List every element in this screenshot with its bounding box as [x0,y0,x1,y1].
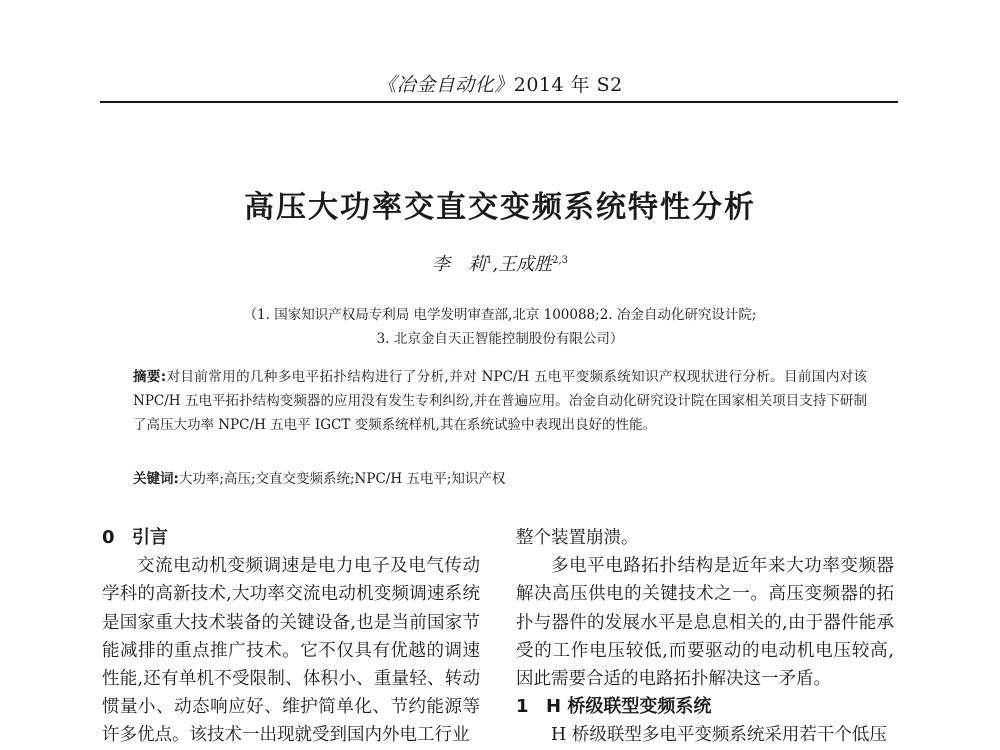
body-paragraph: 交流电动机变频调速是电力电子及电气传动学科的高新技术,大功率交流电动机变频调速系统是国家重大技术装备的关键设备,也是当前国家节能减排的重点推广技术。它不仅具有优越的调速性能,还有单机不受限制、体积小、重量轻、转动惯量小、动态响应好、维护简单化、节约能源等许多优点。该技术一出现就受到国内外电工行业 [102,556,480,746]
body-paragraph: 多电平电路拓扑结构是近年来大功率变频器解决高压供电的关键技术之一。高压变频器的拓扑与器件的发展水平是息息相关的,由于器件能承受的工作电压较低,而要驱动的电动机电压较高,因此需要合适的电路拓扑解决这一矛盾。 [516,556,894,690]
section-title: H 桥级联型变频系统 [546,696,712,718]
author-affiliation-mark: 2,3 [552,255,568,266]
section-heading [102,524,480,552]
affiliation-line: （1. 国家知识产权局专利局 电学发明审查部,北京 100088;2. 冶金自动化研究设计院; [243,307,757,323]
abstract [133,366,867,437]
paper-title: 高压大功率交直交变频系统特性分析 [244,190,756,225]
left-column [102,524,480,750]
abstract-text: 对目前常用的几种多电平拓扑结构进行了分析,并对 NPC/H 五电平变频系统知识产权现状进行分析。目前国内对该 NPC/H 五电平拓扑结构变频器的应用没有发生专利纠纷,并在普遍应用。冶金自动化研究设计院在国家相关项目支持下研制了高压大功率 NPC/H 五电平 IGCT 变频系统样机,其在系统试验中表现出良好的性能。 [133,369,868,433]
right-column [516,524,894,750]
header-rule [100,101,898,103]
body-paragraph: 整个装置崩溃。 [516,528,639,548]
keywords-text: 大功率;高压;交直交变频系统;NPC/H 五电平;知识产权 [178,471,506,487]
journal-name: 《冶金自动化》 [377,74,514,96]
author-affiliation-mark: 1 [485,255,493,266]
abstract-label: 摘要: [133,369,167,385]
journal-issue: 2014 年 S2 [513,74,623,96]
section-heading [516,693,894,721]
affiliation-line: 3. 北京金自天正智能控制股份有限公司） [376,331,624,347]
section-title: 引言 [132,527,168,548]
keywords-label: 关键词: [133,471,179,487]
journal-header [0,70,1000,97]
section-number: 0 [102,527,115,548]
author-name: 王成胜 [498,254,553,275]
author-separator: , [492,254,499,275]
author-list [0,250,1000,276]
section-number: 1 [516,696,529,718]
keywords [133,468,867,490]
body-paragraph: H 桥级联型多电平变频系统采用若干个低压 [551,725,887,746]
author-name: 李 莉 [431,254,486,275]
